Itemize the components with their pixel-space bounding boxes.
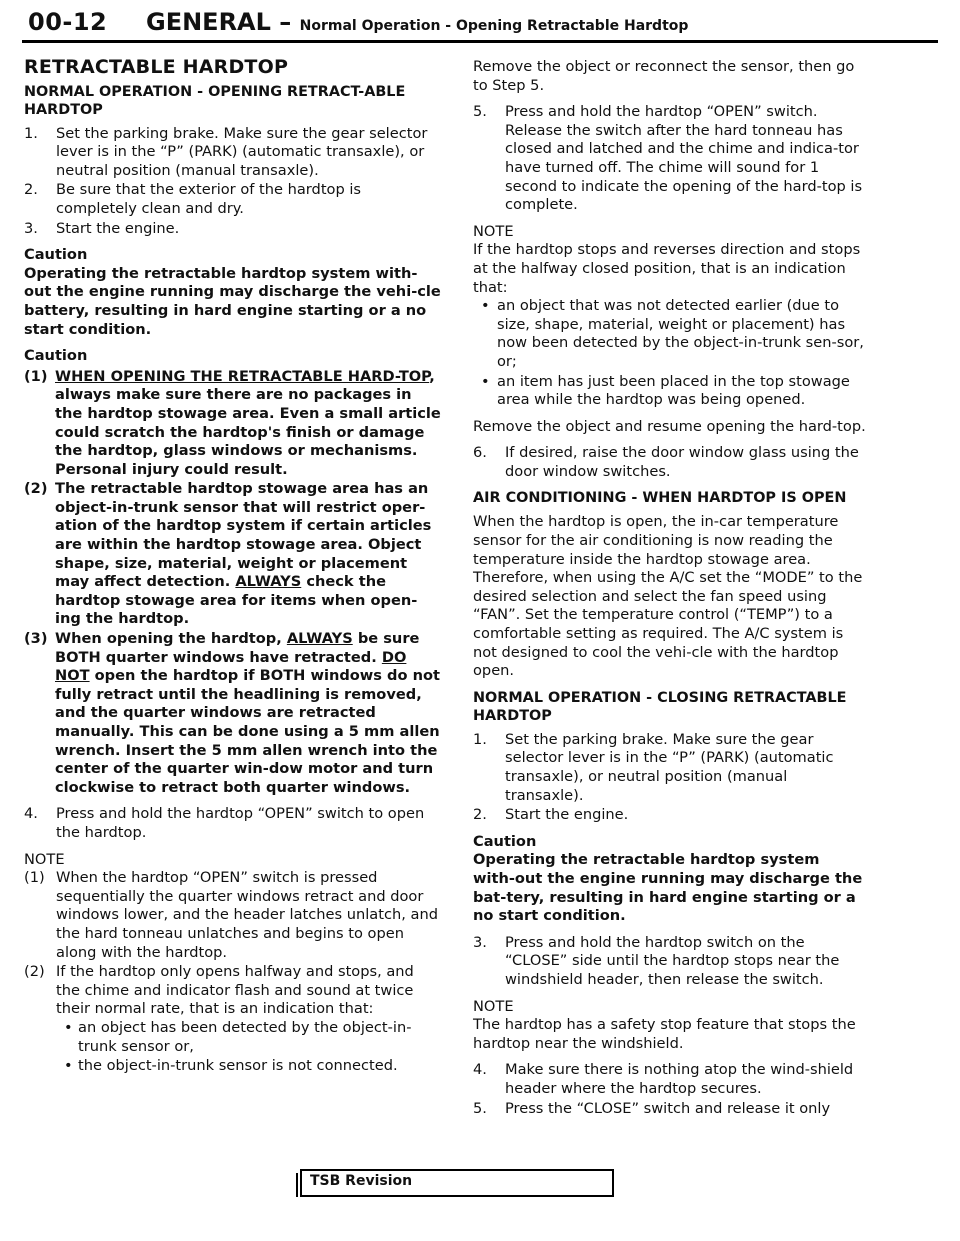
opening-steps-cont: [24, 805, 442, 842]
paragraph: Remove the object and resume opening the hard-top.: [473, 417, 866, 435]
step-item: [473, 444, 866, 481]
step-number: 4.: [473, 1061, 487, 1079]
opening-steps: [24, 125, 442, 239]
header-title: [146, 8, 688, 36]
step-number: 2.: [473, 806, 487, 824]
step-number: 5.: [473, 1099, 487, 1117]
step-item: [473, 934, 866, 990]
caution-label: Caution: [24, 347, 88, 365]
step-number: 4.: [24, 805, 38, 823]
caution-underlined: ALWAYS: [235, 573, 302, 591]
caution-item: [24, 630, 442, 797]
closing-heading: NORMAL OPERATION - CLOSING RETRACTABLE HARDTOP: [473, 689, 847, 724]
note-text: If the hardtop only opens halfway and stops, and the chime and indicator flash and sound at twice their normal rate, that is an indication that:: [56, 963, 414, 1018]
caution-text: Operating the retractable hardtop system with-out the engine running may discharge the vehi-cle battery, resulting in hard engine starting or a no start condition.: [24, 264, 441, 338]
note-label: NOTE: [473, 222, 514, 240]
step-text: Start the engine.: [505, 806, 629, 824]
note-list: [24, 869, 442, 1076]
header-separator: –: [279, 8, 292, 36]
step-text: Press the “CLOSE” switch and release it only: [505, 1099, 831, 1117]
step-number: 3.: [473, 933, 487, 951]
ac-paragraph: When the hardtop is open, the in-car temperature sensor for the air conditioning is now reading the temperature inside the hardtop stowage area. Therefore, when using the A/C set the “MODE” to the desired selection and select the fan speed using “FAN”. Set the temperature control (“TEMP”) to a comfortable setting as required. The A/C system is not designed to cool the vehi-cle with the hardtop open.: [473, 513, 863, 680]
step-item: [473, 1100, 866, 1119]
step-text: Press and hold the hardtop “OPEN” switch. Release the switch after the hard tonneau has closed and latched and the chime and indica-tor have turned off. The chime will sound for 1 second to indicate the opening of the hard-top is complete.: [505, 103, 863, 214]
bullet-item: [56, 1057, 442, 1076]
note-bullets: [473, 297, 866, 410]
step-item: [24, 125, 442, 181]
step-number: 6.: [473, 444, 487, 462]
caution-underlined: ALWAYS: [286, 630, 353, 648]
caution-block: [24, 246, 442, 339]
step-text: Set the parking brake. Make sure the gear selector lever is in the “P” (PARK) (automatic transaxle), or neutral position (manual transaxle).: [56, 124, 428, 179]
caution-block: [473, 833, 866, 926]
closing-steps-cont: [473, 1061, 866, 1118]
caution-text: , always make sure there are no packages in the hardtop stowage area. Even a small article could scratch the hardtop's finish or damage the hardtop, glass windows or mechanisms. Personal injury could result.: [55, 367, 441, 478]
bullet-item: [56, 1019, 442, 1056]
bullet-text: an object has been detected by the object-in-trunk sensor or,: [78, 1018, 412, 1055]
caution-number: (2): [24, 480, 48, 498]
step-text: Be sure that the exterior of the hardtop is completely clean and dry.: [56, 181, 362, 217]
step-number: 1.: [473, 730, 487, 748]
right-column: [473, 58, 866, 1126]
paragraph: Remove the object or reconnect the sensor, then go to Step 5.: [473, 58, 855, 94]
step-text: Press and hold the hardtop switch on the “CLOSE” side until the hardtop stops near the windshield header, then release the switch.: [505, 933, 840, 988]
opening-steps-cont: [473, 444, 866, 481]
section-heading: RETRACTABLE HARDTOP: [24, 56, 289, 78]
note-label: NOTE: [24, 850, 65, 868]
step-text: Start the engine.: [56, 219, 180, 237]
left-column: [24, 58, 442, 1084]
caution-text: check the hardtop stowage area for items when open-ing the hardtop.: [55, 573, 418, 628]
caution-item: [24, 480, 442, 629]
step-text: If desired, raise the door window glass using the door window switches.: [505, 444, 859, 480]
note-text: When the hardtop “OPEN” switch is pressed sequentially the quarter windows retract and door windows lower, and the header latches unlatch, and the hard tonneau unlatches and begins to open along with the hardtop.: [56, 869, 438, 961]
caution-text: When opening the hardtop,: [55, 630, 287, 648]
ac-heading: AIR CONDITIONING - WHEN HARDTOP IS OPEN: [473, 490, 847, 507]
note-text: If the hardtop stops and reverses direction and stops at the halfway closed position, that is an indication that:: [473, 241, 861, 296]
bullet-icon: •: [481, 297, 490, 315]
step-text: Set the parking brake. Make sure the gear selector lever is in the “P” (PARK) (automatic transaxle), or neutral position (manual transaxle).: [505, 730, 834, 804]
step-number: 2.: [24, 181, 38, 199]
tsb-revision-label: TSB Revision: [310, 1173, 413, 1189]
step-item: [473, 1061, 866, 1098]
caution-underlined: WHEN OPENING THE RETRACTABLE HARD-TOP: [55, 367, 430, 385]
note-number: (2): [24, 963, 45, 981]
step-number: 3.: [24, 219, 38, 237]
caution-text: open the hardtop if BOTH windows do not fully retract until the headlining is removed, and the quarter windows are retracted manually. This can be done using a 5 mm allen wrench. Insert the 5 mm allen wrench into the center of the quarter win-dow motor and turn clockwise to retract both quarter windows.: [55, 667, 441, 796]
header-subtitle: Normal Operation - Opening Retractable Hardtop: [299, 18, 689, 34]
bullet-icon: •: [481, 372, 490, 390]
bullet-icon: •: [64, 1057, 73, 1075]
caution-list: [24, 368, 442, 798]
step-number: 5.: [473, 103, 487, 121]
tsb-revision-box: [300, 1169, 614, 1197]
caution-number: (1): [24, 367, 48, 385]
opening-steps-cont: [473, 103, 866, 215]
caution-label: Caution: [473, 832, 537, 850]
step-item: [24, 181, 442, 218]
closing-steps-cont: [473, 934, 866, 990]
note-label: NOTE: [473, 997, 514, 1015]
caution-item: [24, 368, 442, 480]
page-header: [22, 6, 938, 43]
caution-text: be sure BOTH quarter windows have retracted.: [55, 630, 420, 666]
step-item: [473, 103, 866, 215]
caution-number: (3): [24, 630, 48, 648]
step-item: [473, 806, 866, 825]
caution-text: Operating the retractable hardtop system with-out the engine running may discharge the bat-tery, resulting in hard engine starting or a no start condition.: [473, 851, 863, 925]
bullet-item: [473, 373, 866, 410]
bullet-text: the object-in-trunk sensor is not connected.: [78, 1057, 398, 1075]
step-text: Make sure there is nothing atop the wind-shield header where the hardtop secures.: [505, 1061, 854, 1097]
note-number: (1): [24, 869, 45, 887]
note-bullets: [56, 1019, 442, 1076]
bullet-text: an object that was not detected earlier (due to size, shape, material, weight or placement) has now been detected by the object-in-trunk sen-sor, or;: [497, 297, 864, 370]
header-section: GENERAL: [146, 8, 271, 36]
bullet-item: [473, 297, 866, 371]
caution-text: The retractable hardtop stowage area has an object-in-trunk sensor that will restrict oper-ation of the hardtop system if certain articles are within the hardtop stowage area. Object shape, size, material, weight or placement may affect detection.: [55, 480, 432, 591]
caution-underlined: DO NOT: [55, 648, 407, 685]
step-text: Press and hold the hardtop “OPEN” switch to open the hardtop.: [56, 805, 425, 841]
step-item: [24, 220, 442, 239]
note-text: The hardtop has a safety stop feature that stops the hardtop near the windshield.: [473, 1016, 856, 1052]
step-item: [473, 731, 866, 805]
closing-steps: [473, 731, 866, 825]
step-number: 1.: [24, 124, 38, 142]
caution-label: Caution: [24, 246, 88, 264]
bullet-icon: •: [64, 1018, 73, 1036]
opening-subheading: NORMAL OPERATION - OPENING RETRACT-ABLE HARDTOP: [24, 83, 406, 118]
bullet-text: an item has just been placed in the top stowage area while the hardtop was being opened.: [497, 372, 850, 409]
page-number: 00-12: [28, 8, 108, 36]
step-item: [24, 805, 442, 842]
note-item: [24, 869, 442, 962]
note-item: [24, 963, 442, 1076]
